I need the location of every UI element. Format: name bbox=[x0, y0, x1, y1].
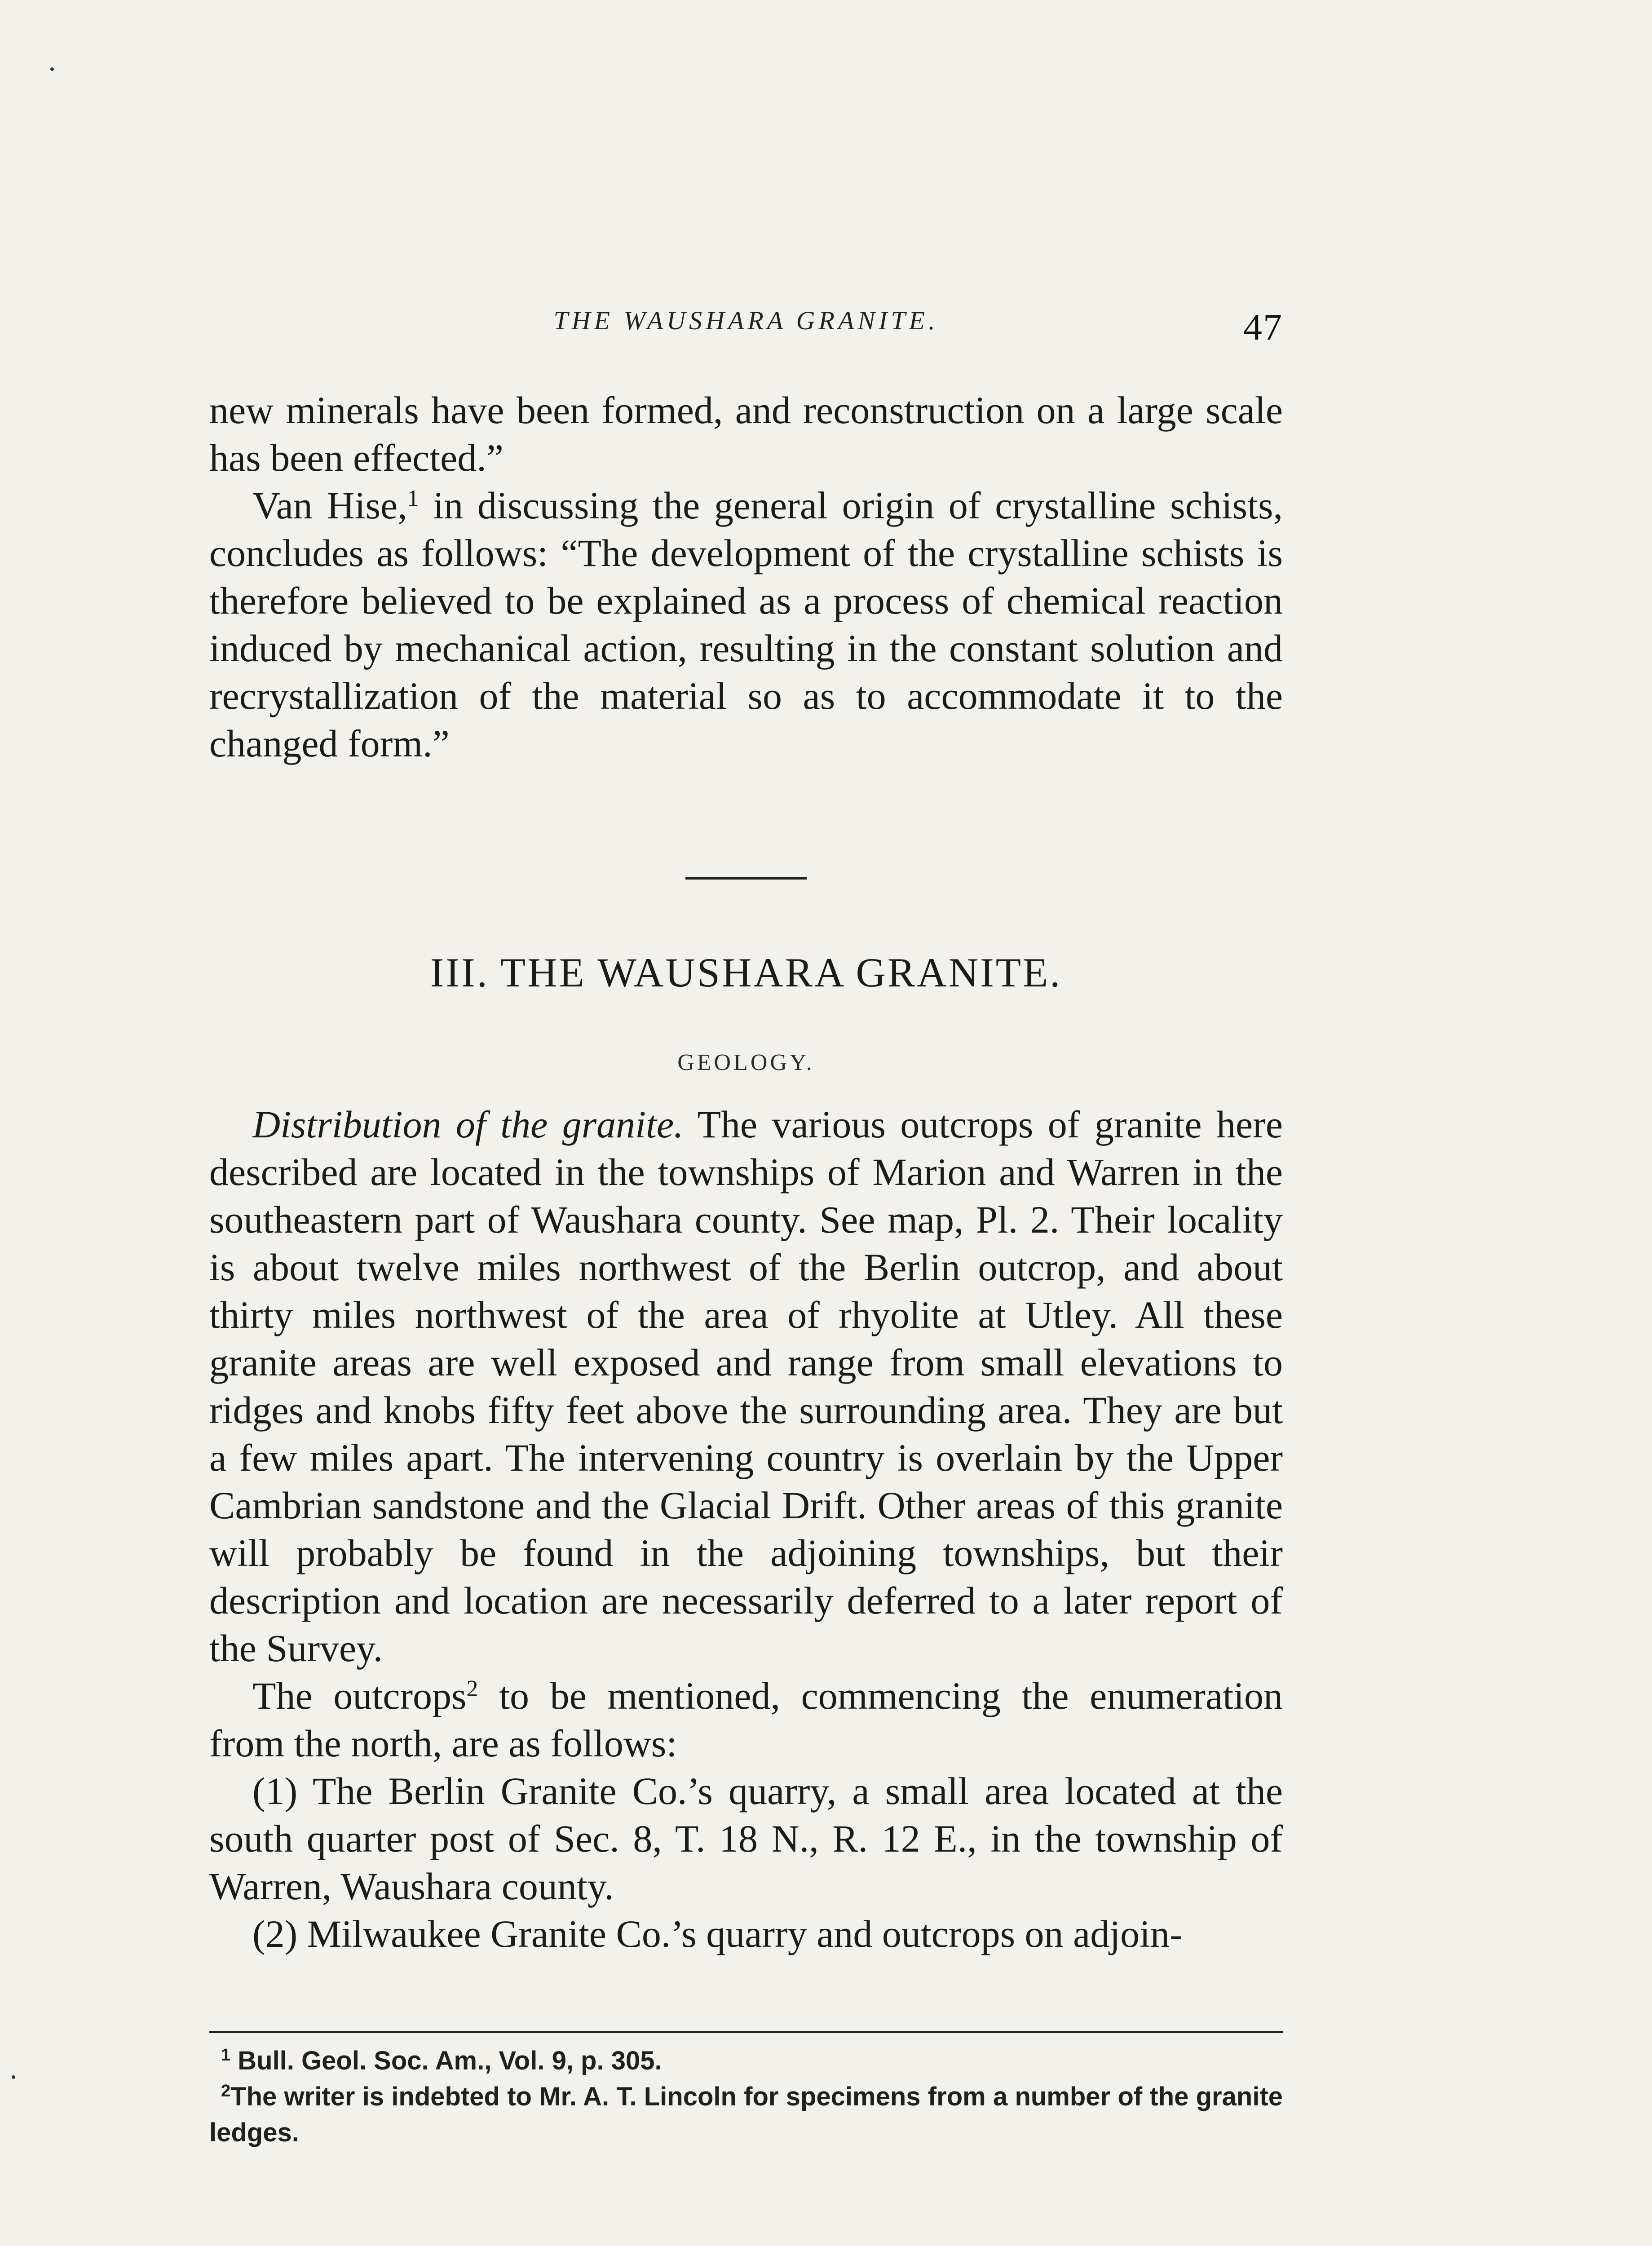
distribution-lead: Distribution of the granite. bbox=[252, 1103, 684, 1146]
section-subhead: GEOLOGY. bbox=[677, 1050, 815, 1075]
running-title: THE WAUSHARA GRANITE. bbox=[553, 306, 939, 335]
footnote-rule bbox=[209, 2031, 1283, 2033]
footnote-2 bbox=[209, 2079, 1283, 2151]
section-divider bbox=[685, 877, 807, 880]
footnote-ref-1: 1 bbox=[407, 486, 419, 511]
footnotes bbox=[209, 2043, 1283, 2151]
footnote-1-marker: 1 bbox=[221, 2046, 231, 2065]
footnote-1 bbox=[209, 2043, 1283, 2079]
section-title: III. THE WAUSHARA GRANITE. bbox=[430, 950, 1062, 995]
outcrops-intro-text: to be mentioned, commencing the enumeration from the north, are as follows: bbox=[209, 1674, 1283, 1765]
van-hise-paragraph bbox=[209, 482, 1283, 767]
van-hise-text: in discussing the general origin of crystalline schists, concludes as follows: “The development of the crystalline schists is therefore believed to be explained as a process of chemical reaction induced by mechanical action, resulting in the constant solution and recrystallization of the material so as to accommodate it to the changed form.” bbox=[209, 484, 1283, 765]
distribution-text: The various outcrops of granite here described are located in the townships of Marion and Warren in the southeastern part of Waushara county. See map, Pl. 2. Their locality is about twelve miles northwest of the Berlin outcrop, and about thirty miles northwest of the area of rhyolite at Utley. All these granite areas are well exposed and range from small elevations to ridges and knobs fifty feet above the surrounding area. They are but a few miles apart. The intervening country is overlain by the Upper Cambrian sandstone and the Glacial Drift. Other areas of this granite will probably be found in the adjoining townships, but their description and location are necessarily deferred to a later report of the Survey. bbox=[209, 1103, 1283, 1670]
van-hise-lead: Van Hise, bbox=[252, 484, 407, 527]
page-number: 47 bbox=[1243, 306, 1283, 348]
footnote-ref-2: 2 bbox=[466, 1676, 478, 1702]
distribution-paragraph bbox=[209, 1101, 1283, 1672]
opening-text bbox=[209, 386, 1283, 767]
footnote-1-text: Bull. Geol. Soc. Am., Vol. 9, p. 305. bbox=[230, 2046, 662, 2075]
outcrops-intro-lead: The outcrops bbox=[252, 1674, 467, 1717]
footnote-2-marker: 2 bbox=[221, 2082, 231, 2100]
paper-speck bbox=[12, 2075, 15, 2079]
paper-speck bbox=[50, 67, 54, 71]
outcrop-item-2: (2) Milwaukee Granite Co.’s quarry and outcrops on adjoin- bbox=[252, 1912, 1183, 1955]
footnote-2-text: The writer is indebted to Mr. A. T. Lincoln for specimens from a number of the granite ledges. bbox=[209, 2082, 1283, 2147]
running-head bbox=[209, 305, 1283, 355]
outcrops-intro-paragraph bbox=[209, 1672, 1283, 1767]
opening-paragraph: new minerals have been formed, and reconstruction on a large scale has been effected.” bbox=[209, 389, 1283, 479]
geology-text bbox=[209, 1101, 1283, 1958]
outcrop-item-1: (1) The Berlin Granite Co.’s quarry, a small area located at the south quarter post of Sec. 8, T. 18 N., R. 12 E., in the township of Warren, Waushara county. bbox=[209, 1769, 1283, 1908]
